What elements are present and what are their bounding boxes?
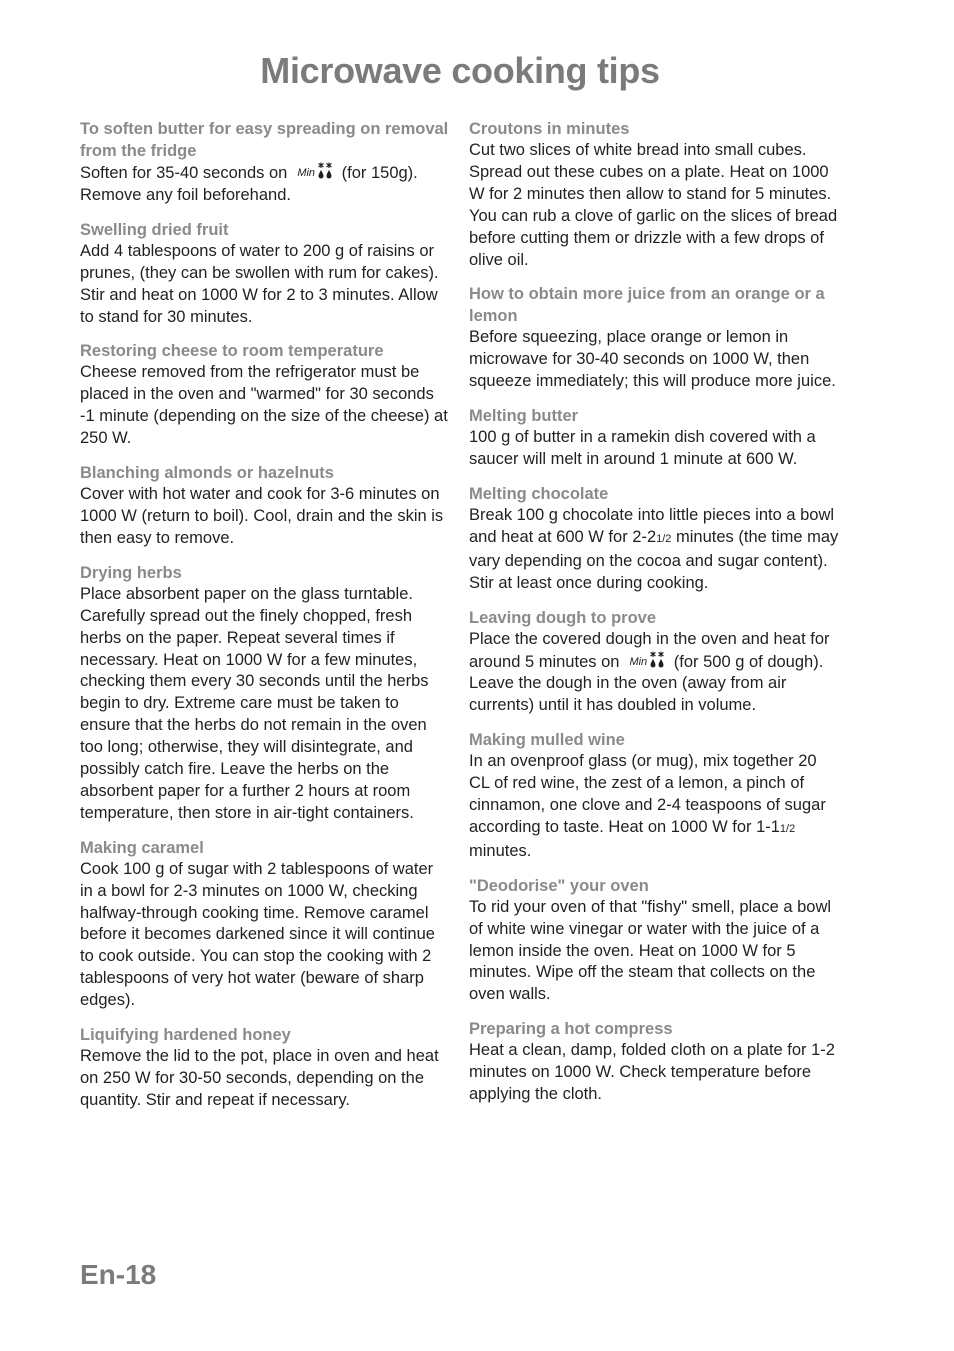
tip-body: Place the covered dough in the oven and heat for around 5 minutes on Min (for 500 g of dough). Leave the dough in the oven (away from air currents) until it has doubled in volume. [469, 629, 830, 715]
tip-body: Remove the lid to the pot, place in oven and heat on 250 W for 30-50 seconds, depending on the quantity. Stir and repeat if necessary. [80, 1047, 439, 1109]
tip-restoring-cheese [80, 340, 450, 450]
tip-drying-herbs [80, 562, 450, 825]
tip-liquifying-honey [80, 1024, 450, 1112]
tip-heading: "Deodorise" your oven [469, 876, 649, 895]
snowflake-drop-icon [317, 162, 333, 179]
left-column [80, 118, 450, 1124]
tip-body: Cut two slices of white bread into small cubes. Spread out these cubes on a plate. Heat on 1000 W for 2 minutes then allow to stand for 5 minutes. You can rub a clove of garlic on the slices of bread before cutting them or drizzle with a few drops of olive oil. [469, 141, 838, 269]
tip-heading: Liquifying hardened honey [80, 1026, 291, 1045]
tip-heading: Preparing a hot compress [469, 1020, 673, 1039]
defrost-min-icon: Min [297, 162, 333, 179]
tip-heading: Swelling dried fruit [80, 220, 229, 239]
tip-heading: Making mulled wine [469, 731, 625, 750]
tip-heading: Blanching almonds or hazelnuts [80, 464, 334, 483]
tip-heading: Croutons in minutes [469, 120, 630, 138]
tip-body: Break 100 g chocolate into little pieces into a bowl and heat at 600 W for 2-21/2 minutes (the time may vary depending on the cocoa and sugar content). Stir at least once during cooking. [469, 505, 839, 592]
tip-body: In an ovenproof glass (or mug), mix together 20 CL of red wine, the zest of a lemon, a pinch of cinnamon, one clove and 2-4 teaspoons of sugar according to taste. Heat on 1000 W for 1-11/2 minutes. [469, 752, 826, 860]
tip-swelling-dried-fruit [80, 219, 450, 329]
tip-body: Cook 100 g of sugar with 2 tablespoons of water in a bowl for 2-3 minutes on 1000 W, checking halfway-through cooking time. Remove caramel before it becomes darkened since it will continue to cook outside. You can stop the cooking with 2 tablespoons of very hot water (beware of sharp edges). [80, 859, 435, 1010]
tip-deodorise-oven [469, 875, 841, 1007]
tip-heading: Leaving dough to prove [469, 608, 657, 627]
tip-body: Before squeezing, place orange or lemon in microwave for 30-40 seconds on 1000 W, then squeeze immediately; this will produce more juice. [469, 328, 836, 391]
tip-orange-juice [469, 283, 841, 393]
fraction: 1/2 [656, 532, 672, 545]
tip-heading: Restoring cheese to room temperature [80, 342, 384, 361]
page-number: En-18 [80, 1259, 157, 1290]
tip-blanching-almonds [80, 462, 450, 550]
tip-croutons [469, 118, 841, 271]
snowflake-drop-icon [649, 651, 665, 668]
tip-making-caramel [80, 837, 450, 1012]
tip-melting-chocolate [469, 483, 841, 595]
tip-heading: How to obtain more juice from an orange or a lemon [469, 285, 825, 326]
tip-heading: Making caramel [80, 838, 204, 857]
tip-heading: Drying herbs [80, 563, 182, 582]
tip-body: 100 g of butter in a ramekin dish covered with a saucer will melt in around 1 minute at 600 W. [469, 428, 816, 469]
tip-heading: Melting butter [469, 407, 579, 426]
tip-body: Cover with hot water and cook for 3-6 minutes on 1000 W (return to boil). Cool, drain and the skin is then easy to remove. [80, 485, 444, 547]
tip-mulled-wine [469, 729, 841, 863]
right-column [469, 118, 841, 1118]
tip-body: Add 4 tablespoons of water to 200 g of raisins or prunes, (they can be swollen with rum for cakes). Stir and heat on 1000 W for 2 to 3 minutes. Allow to stand for 30 minutes. [80, 241, 439, 326]
tip-hot-compress [469, 1018, 841, 1106]
tip-body: To rid your oven of that "fishy" smell, place a bowl of white wine vinegar or water with the juice of a lemon inside the oven. Heat on 1000 W for 5 minutes. Wipe off the steam that collects on the oven walls. [469, 897, 832, 1004]
fraction: 1/2 [779, 822, 796, 835]
tip-body: Cheese removed from the refrigerator must be placed in the oven and "warmed" for 30 seconds -1 minute (depending on the size of the cheese) at 250 W. [80, 363, 448, 448]
tip-soften-butter [80, 118, 450, 207]
tip-body: Soften for 35-40 seconds on Min (for 150g). Remove any foil beforehand. [80, 164, 418, 204]
defrost-min-icon: Min [629, 651, 665, 668]
tip-body: Heat a clean, damp, folded cloth on a plate for 1-2 minutes on 1000 W. Check temperature before applying the cloth. [469, 1041, 835, 1104]
page-title: Microwave cooking tips [260, 50, 660, 91]
tip-body: Place absorbent paper on the glass turntable. Carefully spread out the finely chopped, fresh herbs on the paper. Repeat several times if necessary. Heat on 1000 W for a few minutes, checking them every 30 seconds until the herbs begin to dry. Extreme care must be taken to ensure that the herbs do not remain in the oven too long; otherwise, they will disintegrate, and possibly catch fire. Leave the herbs on the absorbent paper for a further 2 hours at room temperature, then store in air-tight containers. [80, 584, 429, 822]
tip-heading: To soften butter for easy spreading on removal from the fridge [80, 120, 449, 160]
tip-melting-butter [469, 405, 841, 471]
tip-leaving-dough [469, 607, 841, 718]
tip-heading: Melting chocolate [469, 484, 609, 503]
